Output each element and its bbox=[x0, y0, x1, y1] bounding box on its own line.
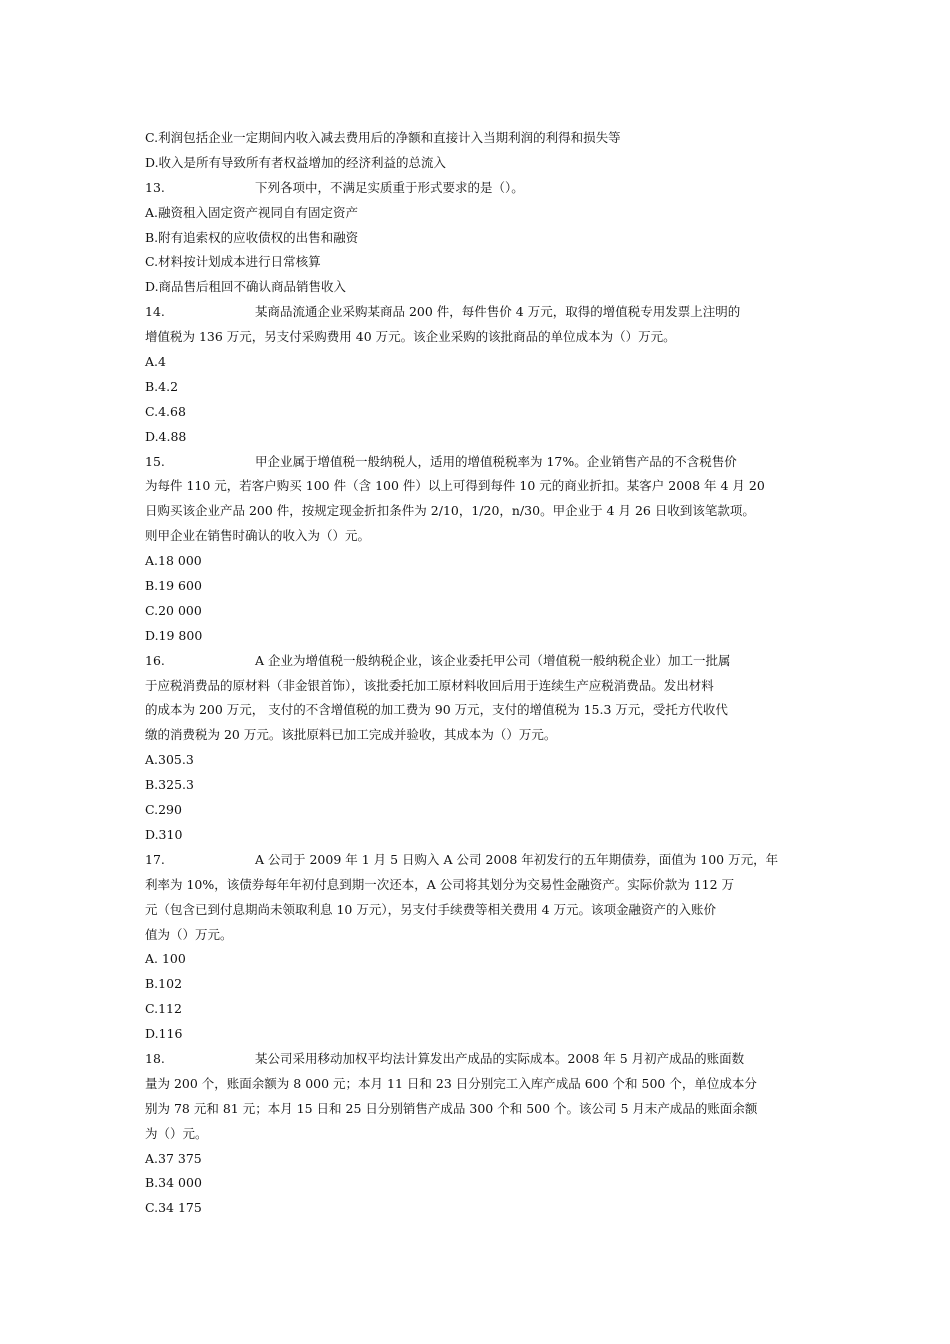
question-16 bbox=[145, 649, 813, 674]
option-text: C.290 bbox=[145, 802, 182, 818]
question-text: A 企业为增值税一般纳税企业，该企业委托甲公司（增值税一般纳税企业）加工一批属 bbox=[255, 652, 731, 668]
option-text: B.4.2 bbox=[145, 378, 179, 394]
option-text: B.102 bbox=[145, 976, 183, 992]
option-text: A. 100 bbox=[145, 951, 186, 967]
question-text: 的成本为 200 万元， 支付的不含增值税的加工费为 90 万元，支付的增值税为 15.3 万元，受托方代收代 bbox=[145, 702, 728, 718]
question-number: 18. bbox=[145, 1050, 165, 1066]
question-18 bbox=[145, 1047, 813, 1072]
question-text: 为（）元。 bbox=[145, 1125, 208, 1141]
question-text: 则甲企业在销售时确认的收入为（）元。 bbox=[145, 528, 371, 544]
option-text: C.112 bbox=[145, 1001, 182, 1017]
question-number: 15. bbox=[145, 453, 165, 469]
question-number: 13. bbox=[145, 179, 165, 195]
option-text: D.19 800 bbox=[145, 627, 203, 643]
question-text: 利率为 10%，该债券每年年初付息到期一次还本，A 公司将其划分为交易性金融资产。实际价款为 112 万 bbox=[145, 876, 735, 892]
question-text: 下列各项中，不满足实质重于形式要求的是（）。 bbox=[255, 179, 524, 195]
option-text: C.34 175 bbox=[145, 1200, 202, 1216]
question-15 bbox=[145, 450, 813, 475]
question-text: 值为（）万元。 bbox=[145, 926, 233, 942]
question-text: 别为 78 元和 81 元；本月 15 日和 25 日分别销售产成品 300 个和 500 个。该公司 5 月末产成品的账面余额 bbox=[145, 1100, 758, 1116]
question-text: 量为 200 个，账面余额为 8 000 元；本月 11 日和 23 日分别完工入库产成品 600 个和 500 个，单位成本分 bbox=[145, 1075, 757, 1091]
option-text: B.34 000 bbox=[145, 1175, 202, 1191]
option-text: C.利润包括企业一定期间内收入减去费用后的净额和直接计入当期利润的利得和损失等 bbox=[145, 130, 621, 145]
option-text: D.商品售后租回不确认商品销售收入 bbox=[145, 279, 347, 295]
question-14 bbox=[145, 300, 813, 325]
option-text: B.325.3 bbox=[145, 777, 194, 793]
question-text: 于应税消费品的原材料（非金银首饰），该批委托加工原材料收回后用于连续生产应税消费品。发出材料 bbox=[145, 677, 714, 693]
option-text: D.收入是所有导致所有者权益增加的经济利益的总流入 bbox=[145, 154, 447, 170]
option-text: A.37 375 bbox=[145, 1150, 202, 1166]
question-list bbox=[145, 126, 813, 1221]
question-text: 某公司采用移动加权平均法计算发出产成品的实际成本。2008 年 5 月初产成品的账面数 bbox=[255, 1050, 745, 1066]
option-text: D.310 bbox=[145, 826, 183, 842]
question-text: 缴的消费税为 20 万元。该批原料已加工完成并验收，其成本为（）万元。 bbox=[145, 727, 557, 743]
option-text: C.4.68 bbox=[145, 403, 186, 419]
question-text: 某商品流通企业采购某商品 200 件，每件售价 4 万元，取得的增值税专用发票上注明的 bbox=[255, 304, 741, 320]
option-text: C.20 000 bbox=[145, 602, 202, 618]
option-text: B.19 600 bbox=[145, 578, 202, 594]
question-text: A 公司于 2009 年 1 月 5 日购入 A 公司 2008 年初发行的五年期债券，面值为 100 万元，年 bbox=[255, 851, 779, 867]
option-text: A.4 bbox=[145, 354, 166, 370]
question-text: 甲企业属于增值税一般纳税人，适用的增值税税率为 17%。企业销售产品的不含税售价 bbox=[255, 453, 737, 469]
option-text: A.18 000 bbox=[145, 553, 202, 569]
question-number: 17. bbox=[145, 851, 165, 867]
question-text: 日购买该企业产品 200 件，按规定现金折扣条件为 2/10，1/20，n/30。甲企业于 4 月 26 日收到该笔款项。 bbox=[145, 503, 755, 519]
question-17 bbox=[145, 848, 813, 873]
question-text: 为每件 110 元，若客户购买 100 件（含 100 件）以上可得到每件 10 元的商业折扣。某客户 2008 年 4 月 20 bbox=[145, 478, 765, 494]
question-number: 14. bbox=[145, 304, 165, 320]
question-13 bbox=[145, 176, 813, 201]
option-text: A.融资租入固定资产视同自有固定资产 bbox=[145, 204, 359, 220]
option-text: D.4.88 bbox=[145, 428, 187, 444]
option-text: D.116 bbox=[145, 1026, 183, 1042]
option-text: A.305.3 bbox=[145, 752, 194, 768]
question-text: 元（包含已到付息期尚未领取利息 10 万元），另支付手续费等相关费用 4 万元。该项金融资产的入账价 bbox=[145, 901, 717, 917]
question-text: 增值税为 136 万元，另支付采购费用 40 万元。该企业采购的该批商品的单位成本为（）万元。 bbox=[145, 329, 676, 345]
option-text: C.材料按计划成本进行日常核算 bbox=[145, 254, 321, 270]
option-text: B.附有追索权的应收债权的出售和融资 bbox=[145, 229, 359, 245]
question-number: 16. bbox=[145, 652, 165, 668]
